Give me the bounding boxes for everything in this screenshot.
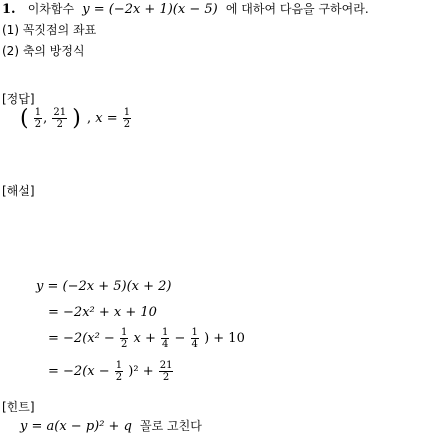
- solution-line-3-b: x +: [133, 331, 156, 346]
- solution-line-4-frac-2-num: 21: [159, 360, 173, 371]
- answer-vertex-x-num: 1: [34, 107, 42, 118]
- solution-line-2: [48, 305, 157, 320]
- answer-vertex-x-den: 2: [34, 119, 42, 130]
- answer-axis-num: 1: [123, 107, 131, 118]
- solution-line-3-frac-2-num: 1: [161, 327, 169, 338]
- solution-line-3-frac-1-num: 1: [120, 327, 128, 338]
- hint-label: [힌트]: [2, 400, 35, 414]
- solution-line-3-frac-2-den: 4: [161, 339, 169, 350]
- answer-axis-lhs: x =: [95, 111, 118, 126]
- solution-line-4-frac-2-den: 2: [162, 372, 170, 383]
- solution-line-3-frac-1-den: 2: [120, 339, 128, 350]
- solution-line-4: [48, 360, 174, 383]
- solution-line-2-text: = −2x² + x + 10: [48, 305, 157, 320]
- problem-line: [2, 0, 369, 17]
- problem-equation: y = (−2x + 1)(x − 5): [82, 2, 218, 17]
- answer-vertex-y-den: 2: [56, 119, 63, 130]
- solution-line-4-frac-1: [115, 360, 123, 383]
- answer-axis-value: [123, 107, 131, 130]
- solution-line-4-a: = −2(x −: [48, 364, 110, 379]
- answer-axis-den: 2: [123, 119, 131, 130]
- solution-line-4-b: )² +: [128, 364, 154, 379]
- problem-item-1: (1) 꼭짓점의 좌표: [2, 23, 97, 37]
- answer-open-paren: (: [20, 106, 29, 131]
- solution-line-3-frac-2: [161, 327, 169, 350]
- answer-vertex-x: [34, 107, 42, 130]
- solution-line-1: [36, 279, 171, 294]
- solution-line-1-text: y = (−2x + 5)(x + 2): [36, 279, 172, 294]
- solution-line-3-a: = −2(x² −: [48, 331, 115, 346]
- solution-line-3-c: −: [174, 331, 186, 346]
- solution-line-3-d: ) + 10: [204, 331, 245, 346]
- problem-text-before: 이차함수: [27, 2, 75, 16]
- solution-line-3-frac-3-num: 1: [191, 327, 198, 338]
- solution-line-3-frac-3: [191, 327, 199, 350]
- answer-vertex-y: [52, 107, 67, 130]
- answer-label: [정답]: [2, 92, 35, 106]
- hint-text: 꼴로 고친다: [140, 419, 202, 433]
- hint-line: [20, 417, 202, 434]
- solution-line-4-frac-1-den: 2: [115, 372, 123, 383]
- solution-line-3: [48, 327, 245, 350]
- solution-line-4-frac-2: [159, 360, 174, 383]
- hint-formula: y = a(x − p)² + q: [20, 419, 132, 434]
- solution-line-3-frac-3-den: 4: [191, 339, 198, 350]
- answer-close-paren: ): [72, 106, 81, 131]
- answer-line: [20, 106, 132, 131]
- solution-line-3-frac-1: [120, 327, 128, 350]
- answer-vertex-y-num: 21: [53, 107, 67, 118]
- solution-label: [해설]: [2, 184, 35, 198]
- answer-comma: ,: [43, 111, 48, 126]
- problem-text-after: 에 대하여 다음을 구하여라.: [225, 2, 369, 16]
- problem-number: 1.: [2, 2, 16, 17]
- solution-line-4-frac-1-num: 1: [115, 360, 123, 371]
- problem-item-2: (2) 축의 방정식: [2, 44, 85, 58]
- answer-separator: ,: [87, 111, 92, 126]
